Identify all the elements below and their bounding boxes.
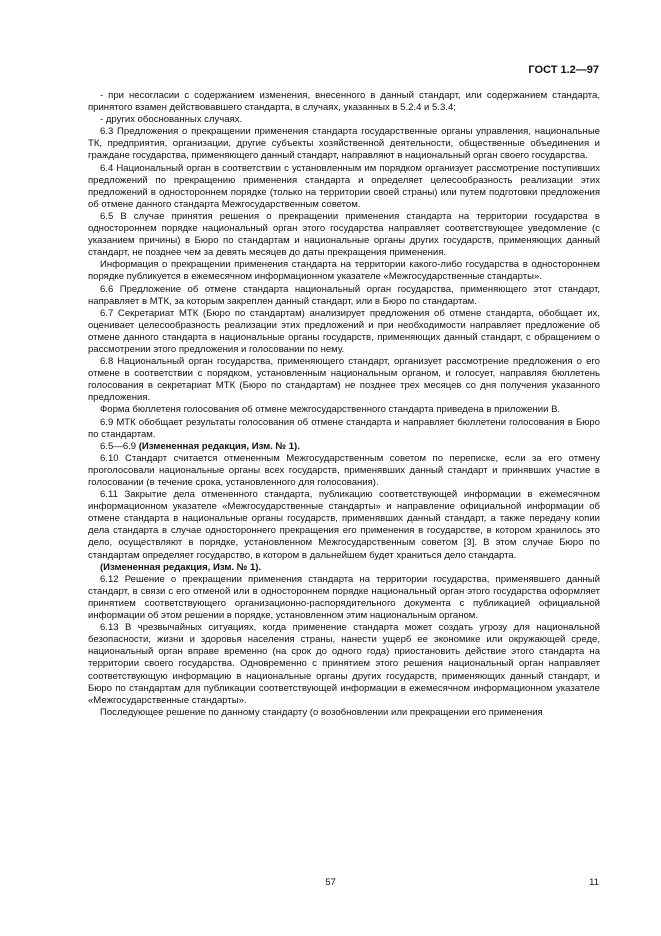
document-code: ГОСТ 1.2—97 <box>528 64 599 76</box>
paragraph: 6.11 Закрытие дела отмененного стандарта, публикацию соответствующей информации в ежемесячном информационном указателе «Межгосударственные стандарты» и направление официальной информации об отмене стандарта в национальные органы государств, применявших данный стандарт, а также передачу копии дела стандарта в случае одностороннего прекращения его применения в государстве, в котором хранилось это дело, осуществляют в порядке, установленном Межгосударственным советом [3]. В этом случае Бюро по стандартам определяет государство, в котором в дальнейшем будет храниться дело стандарта. <box>88 489 600 561</box>
paragraph: - других обоснованных случаях. <box>100 114 243 126</box>
amendment-note <box>88 562 600 574</box>
paragraph: 6.13 В чрезвычайных ситуациях, когда применение стандарта может создать угрозу для национальной безопасности, жизни и здоровья населения страны, нанести ущерб ее экономике или окружающей среде, национальный орган вправе временно (на срок до одного года) приостановить действие этого стандарта на территории своего государства. Одновременно с принятием этого решения национальный орган направляет соответствующую информацию в национальные органы других государств, применяющих данный стандарт, и Бюро по стандартам для публикации соответствующей информации в ежемесячном информационном указателе «Межгосударственные стандарты». <box>88 622 600 706</box>
amendment-note <box>88 441 600 453</box>
paragraph: 6.9 МТК обобщает результаты голосования об отмене стандарта и направляет бюллетени голосования в Бюро по стандартам. <box>88 416 600 440</box>
page-number-right: 11 <box>589 877 599 888</box>
amendment-label: (Измененная редакция, Изм. № 1). <box>100 561 262 573</box>
paragraph: 6.10 Стандарт считается отмененным Межгосударственным советом по переписке, если за его отмену проголосовали национальные органы всех государств, применявших данный стандарт и принявших участие в голосовании (в течение срока, установленного для голосования). <box>88 452 600 488</box>
paragraph: 6.12 Решение о прекращении применения стандарта на территории государства, применявшего данный стандарт, в связи с его отменой или в одностороннем порядке национальный орган этого государства оформляет принятием соответствующего организационно-распорядительного документа с публикацией официальной информации об этом решении в порядке, установленном этим национальным органом. <box>88 573 600 622</box>
paragraph: 6.7 Секретариат МТК (Бюро по стандартам) анализирует предложения об отмене стандарта, обобщает их, оценивает целесообразность реализации этих предложений и при необходимости направляет предложение об отмене данного стандарта в национальные органы государств, применяющих данный стандарт, с обращением о рассмотрении этого предложения и голосовании по нему. <box>88 307 600 355</box>
amendment-label: (Измененная редакция, Изм. № 1). <box>138 440 300 452</box>
page-number-center: 57 <box>325 877 336 888</box>
document-body <box>88 90 600 719</box>
paragraph: Информация о прекращении применения стандарта на территории какого-либо государства в одностороннем порядке публикуется в ежемесячном информационном указателе «Межгосударственные стандарты». <box>88 259 600 283</box>
paragraph: 6.3 Предложения о прекращении применения стандарта государственные органы управления, национальные ТК, предприятия, организации, другие субъекты хозяйственной деятельности, общественные объединения и граждане государства, применяющего данный стандарт, направляют в национальный орган своего государства. <box>88 126 600 162</box>
paragraph: Последующее решение по данному стандарту (о возобновлении или прекращении его применения <box>100 706 543 718</box>
paragraph: Форма бюллетеня голосования об отмене межгосударственного стандарта приведена в приложении В. <box>100 404 561 416</box>
paragraph: - при несогласии с содержанием изменения, внесенного в данный стандарт, или содержанием стандарта, принятого взамен действовавшего стандарта, в случаях, указанных в 5.2.4 и 5.3.4; <box>88 90 600 114</box>
paragraph: 6.5 В случае принятия решения о прекращении применения стандарта на территории государства в одностороннем порядке национальный орган этого государства направляет соответствующее уведомление (с указанием причины) в Бюро по стандартам и национальные органы других государств, применяющих данный стандарт, не позднее чем за девять месяцев до даты прекращения применения. <box>88 210 600 259</box>
amendment-range: 6.5—6.9 <box>100 440 139 452</box>
paragraph: 6.8 Национальный орган государства, применяющего стандарт, организует рассмотрение предложения о его отмене в соответствии с порядком, установленным национальным органом, и голосует, направляя бюллетень голосования в секретариат МТК (Бюро по стандартам) не позднее трех месяцев со дня получения указанного предложения. <box>88 356 600 404</box>
paragraph: 6.6 Предложение об отмене стандарта национальный орган государства, применяющего этот стандарт, направляет в МТК, за которым закреплен данный стандарт, или в Бюро по стандартам. <box>88 283 600 307</box>
paragraph: 6.4 Национальный орган в соответствии с установленным им порядком организует рассмотрение поступивших предложений по прекращению применения стандарта и определяет целесообразность реализации этих предложений в одностороннем порядке (только на территории своей страны) или путем подготовки предложения об отмене данного стандарта Межгосударственным советом. <box>88 162 600 210</box>
